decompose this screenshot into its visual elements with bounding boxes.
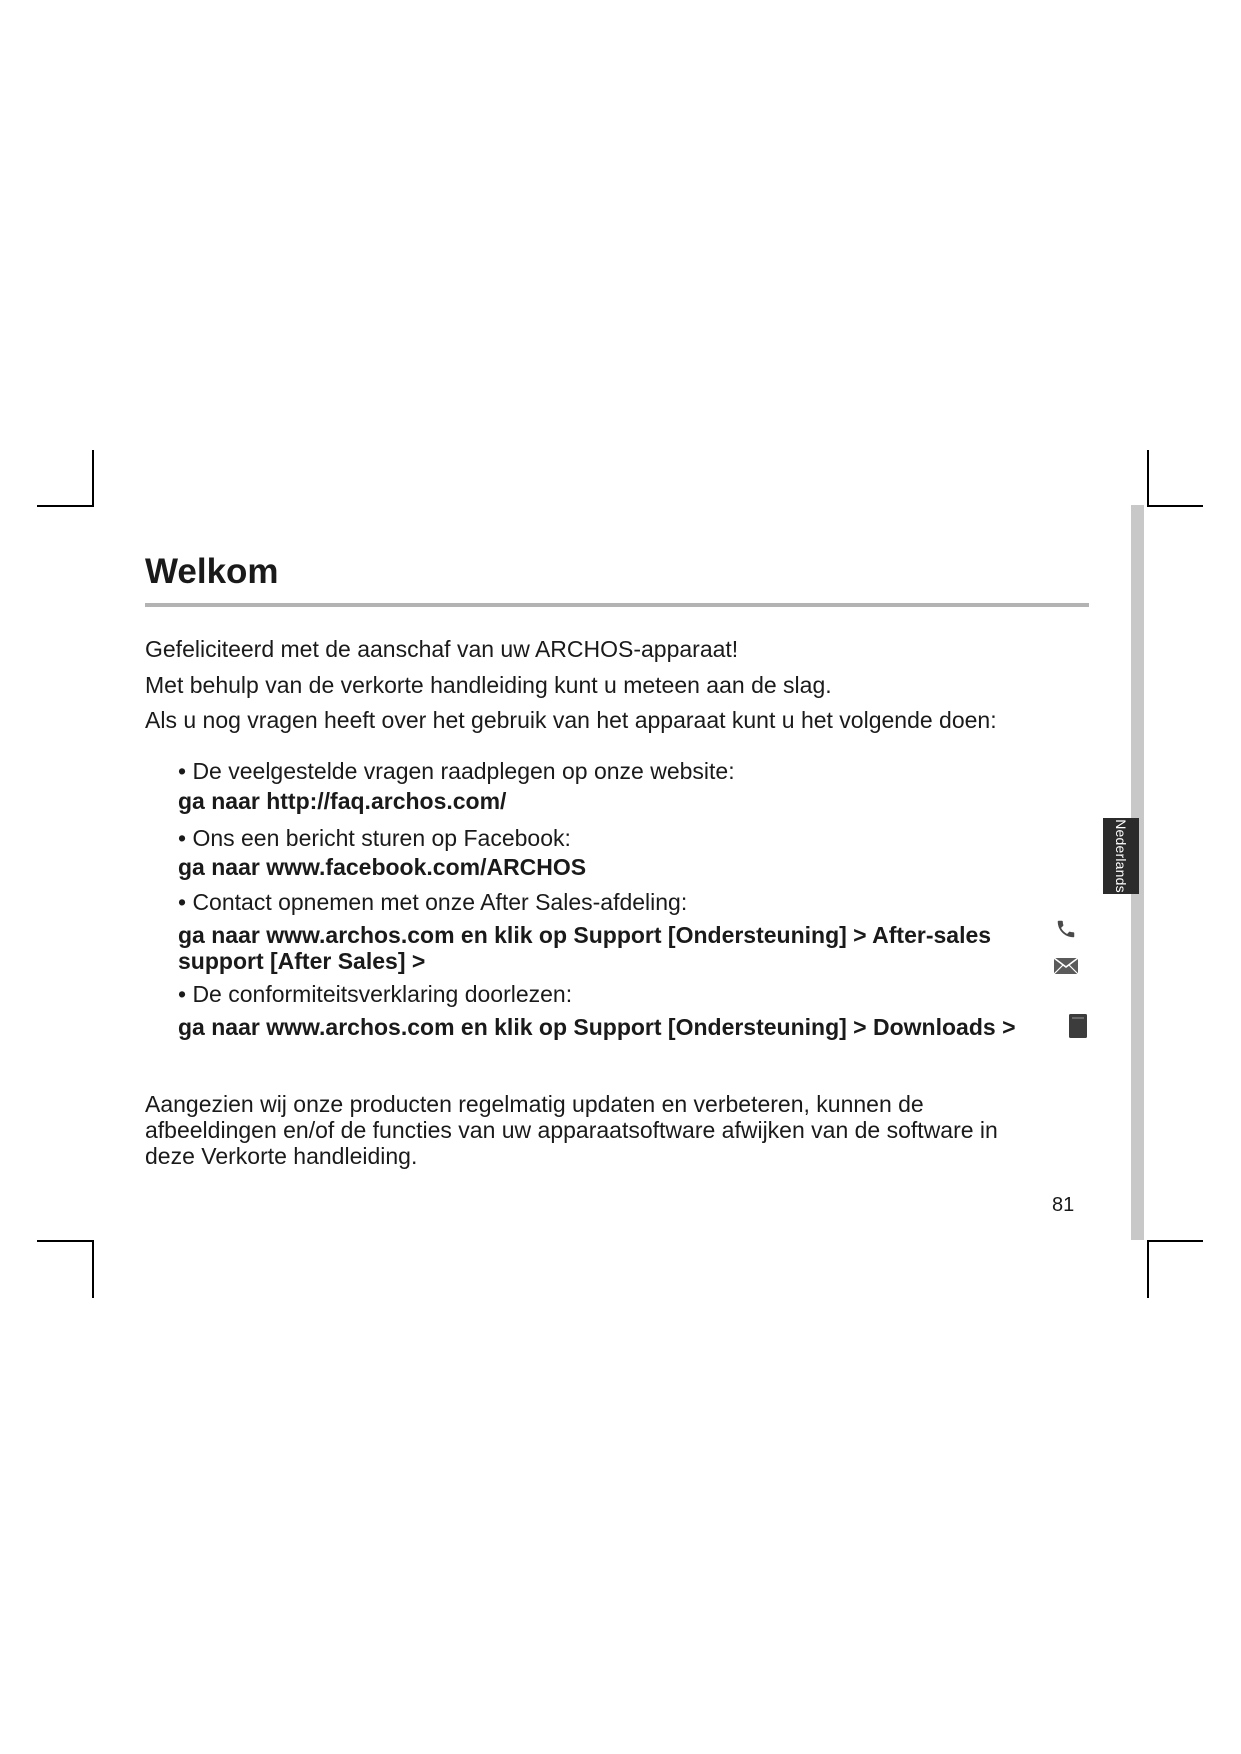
closing-line: Aangezien wij onze producten regelmatig updaten en verbeteren, kunnen de [145, 1091, 924, 1117]
closing-paragraph [145, 1091, 1075, 1169]
crop-mark [1148, 505, 1203, 507]
document-icon [1068, 1013, 1088, 1039]
crop-mark [1148, 1240, 1203, 1242]
list-item: • De conformiteitsverklaring doorlezen: [178, 981, 573, 1007]
intro-line: Met behulp van de verkorte handleiding kunt u meteen aan de slag. [145, 672, 832, 698]
closing-line: afbeeldingen en/of de functies van uw apparaatsoftware afwijken van de software in [145, 1117, 998, 1143]
crop-mark [92, 1240, 94, 1298]
crop-mark [92, 450, 94, 507]
intro-line: Als u nog vragen heeft over het gebruik van het apparaat kunt u het volgende doen: [145, 707, 997, 733]
mail-icon [1053, 957, 1079, 975]
facebook-link[interactable]: ga naar www.facebook.com/ARCHOS [178, 854, 587, 880]
crop-mark [37, 505, 93, 507]
page-title: Welkom [145, 552, 279, 591]
after-sales-link[interactable]: ga naar www.archos.com en klik op Support [Ondersteuning] > After-sales [178, 922, 992, 948]
language-tab [1103, 818, 1139, 894]
page-number: 81 [1052, 1194, 1075, 1216]
list-item: • Ons een bericht sturen op Facebook: [178, 825, 571, 851]
title-divider [145, 603, 1089, 607]
crop-mark [1147, 450, 1149, 507]
list-item: • Contact opnemen met onze After Sales-afdeling: [178, 889, 688, 915]
closing-line: deze Verkorte handleiding. [145, 1143, 418, 1169]
intro-line: Gefeliciteerd met de aanschaf van uw ARCHOS-apparaat! [145, 636, 739, 662]
language-label: Nederlands [1113, 819, 1130, 893]
crop-mark [37, 1240, 93, 1242]
crop-mark [1147, 1240, 1149, 1298]
list-item: • De veelgestelde vragen raadplegen op onze website: [178, 758, 735, 784]
downloads-link[interactable]: ga naar www.archos.com en klik op Support [Ondersteuning] > Downloads > [178, 1014, 1016, 1040]
phone-icon [1055, 918, 1077, 940]
after-sales-link[interactable]: support [After Sales] > [178, 948, 426, 974]
faq-link[interactable]: ga naar http://faq.archos.com/ [178, 788, 507, 814]
